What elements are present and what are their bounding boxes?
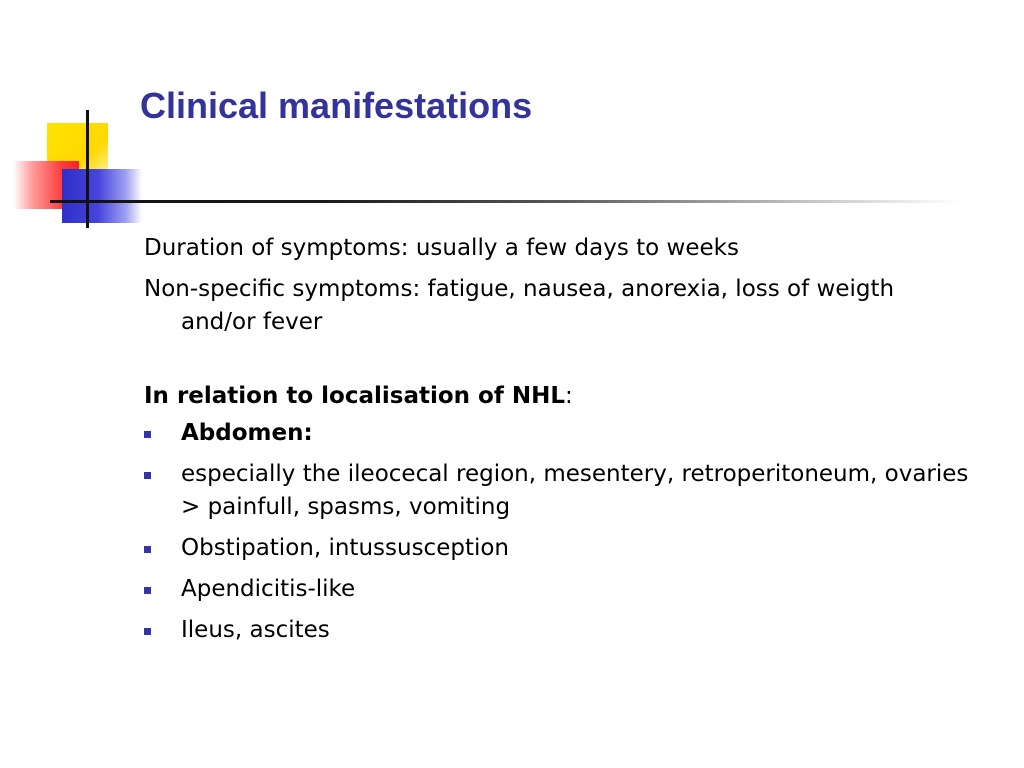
- logo-vertical-line: [86, 110, 89, 228]
- decorative-logo: [0, 0, 160, 240]
- bullet-text: especially the ileocecal region, mesentery, retroperitoneum, ovaries > painfull, spasms, vomiting: [181, 461, 991, 520]
- logo-blue-square: [62, 169, 142, 223]
- bullet-text: Apendicitis-like: [181, 576, 356, 602]
- bullet-list: [144, 417, 991, 647]
- bullet-text: Abdomen:: [181, 420, 313, 446]
- section-heading: [144, 380, 974, 413]
- square-bullet-icon: [144, 587, 151, 594]
- title-underline: [50, 200, 960, 203]
- list-item: [144, 532, 974, 565]
- section-heading-text: In relation to localisation of NHL: [144, 383, 565, 409]
- slide-body: [144, 232, 991, 655]
- list-item: [144, 458, 991, 524]
- square-bullet-icon: [144, 431, 151, 438]
- list-item: [144, 573, 974, 606]
- square-bullet-icon: [144, 628, 151, 635]
- bullet-text: Ileus, ascites: [181, 617, 330, 643]
- paragraph-duration: Duration of symptoms: usually a few days to weeks: [144, 235, 739, 261]
- list-item: [144, 614, 974, 647]
- paragraph-nonspecific-symptoms: Non-specific symptoms: fatigue, nausea, anorexia, loss of weigth and/or fever: [144, 276, 895, 335]
- section-heading-colon: :: [565, 383, 573, 409]
- slide-title: Clinical manifestations: [140, 85, 533, 126]
- spacer: [144, 339, 974, 372]
- list-item: [144, 417, 974, 450]
- bullet-text: Obstipation, intussusception: [181, 535, 510, 561]
- square-bullet-icon: [144, 472, 151, 479]
- square-bullet-icon: [144, 546, 151, 553]
